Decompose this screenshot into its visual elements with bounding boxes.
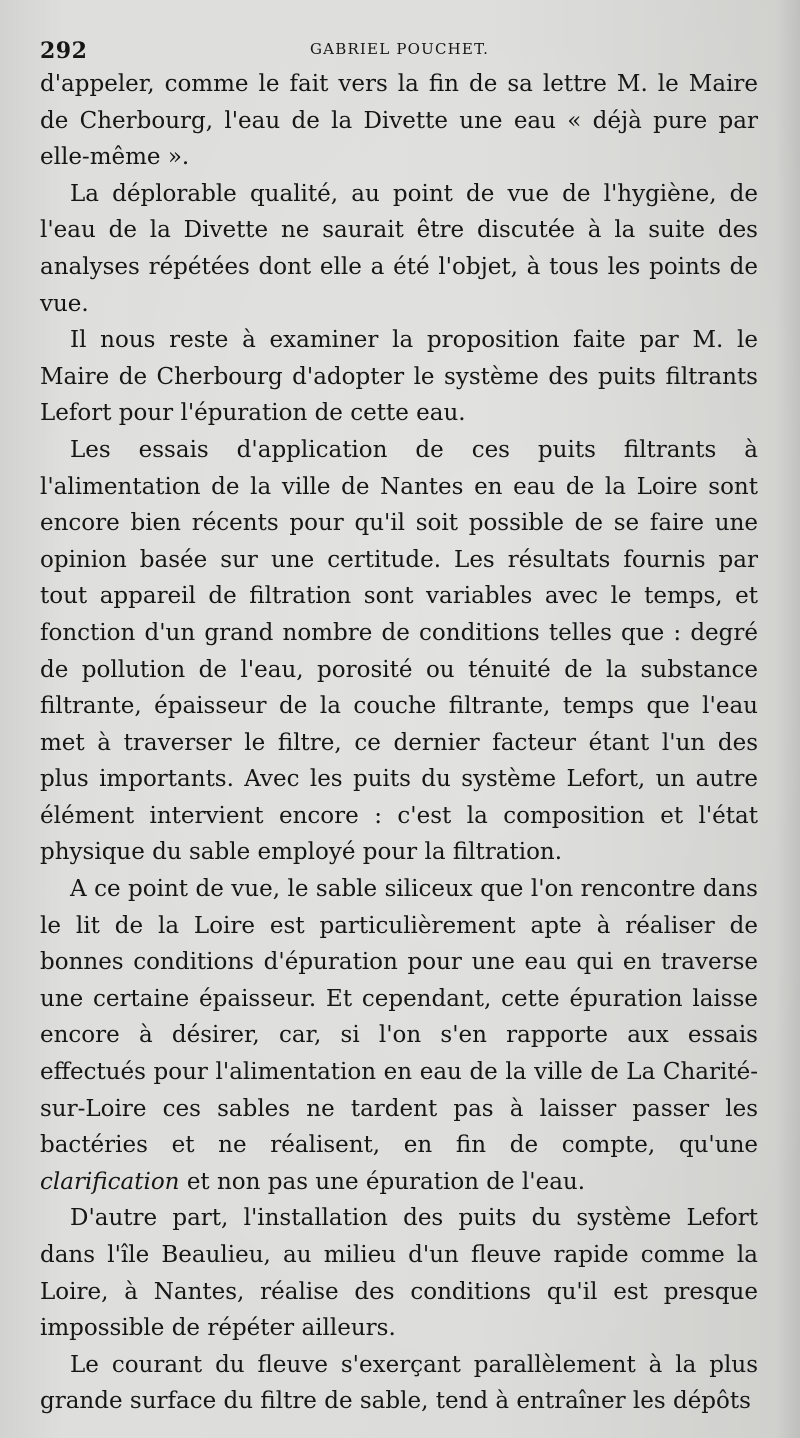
page-edge-shadow <box>776 0 800 1438</box>
paragraph-2: La déplorable qualité, au point de vue de l'hygiène, de l'eau de la Divette ne saurait être discutée à la suite des analyses répétées dont elle a été l'objet, à tous les points de vue. <box>40 180 758 317</box>
paragraph-4: Les essais d'application de ces puits filtrants à l'alimentation de la ville de Nantes en eau de la Loire sont encore bien récents pour qu'il soit possible de se faire une opinion basée sur une certitude. Les résultats fournis par tout appareil de filtration sont variables avec le temps, et fonction d'un grand nombre de conditions telles que : degré de pollution de l'eau, porosité ou ténuité de la substance filtrante, épaisseur de la couche filtrante, temps que l'eau met à traverser le filtre, ce dernier facteur étant l'un des plus importants. Avec les puits du système Lefort, un autre élément intervient encore : c'est la composition et l'état physique du sable employé pour la filtration. <box>40 436 758 866</box>
page-number: 292 <box>40 38 88 64</box>
paragraph-7: Le courant du fleuve s'exerçant parallèlement à la plus grande surface du filtre de sable, tend à entraîner les dépôts <box>40 1351 758 1415</box>
body-text <box>40 66 758 1420</box>
paragraph-5-text: A ce point de vue, le sable siliceux que l'on rencontre dans le lit de la Loire est particulièrement apte à réaliser de bonnes conditions d'épuration pour une eau qui en traverse une certaine épaisseur. Et cependant, cette épuration laisse encore à désirer, car, si l'on s'en rapporte aux essais effectués pour l'alimentation en eau de la ville de La Charité-sur-Loire ces sables ne tardent pas à laisser passer les bactéries et ne réalisent, en fin de compte, qu'une <box>40 876 758 1159</box>
paragraph-6: D'autre part, l'installation des puits du système Lefort dans l'île Beaulieu, au milieu d'un fleuve rapide comme la Loire, à Nantes, réalise des conditions qu'il est presque impossible de répéter ailleurs. <box>40 1205 758 1342</box>
paragraph-1: d'appeler, comme le fait vers la fin de sa lettre M. le Maire de Cherbourg, l'eau de la Divette une eau « déjà pure par elle-même ». <box>40 71 758 171</box>
paragraph-5-tail: et non pas une épuration de l'eau. <box>186 1168 586 1195</box>
running-head <box>40 26 758 66</box>
paragraph-5 <box>40 871 758 1200</box>
italic-clarification: clarification <box>40 1168 180 1195</box>
paragraph-3: Il nous reste à examiner la proposition faite par M. le Maire de Cherbourg d'adopter le système des puits filtrants Lefort pour l'épuration de cette eau. <box>40 327 758 427</box>
running-head-author: GABRIEL POUCHET. <box>310 40 490 58</box>
